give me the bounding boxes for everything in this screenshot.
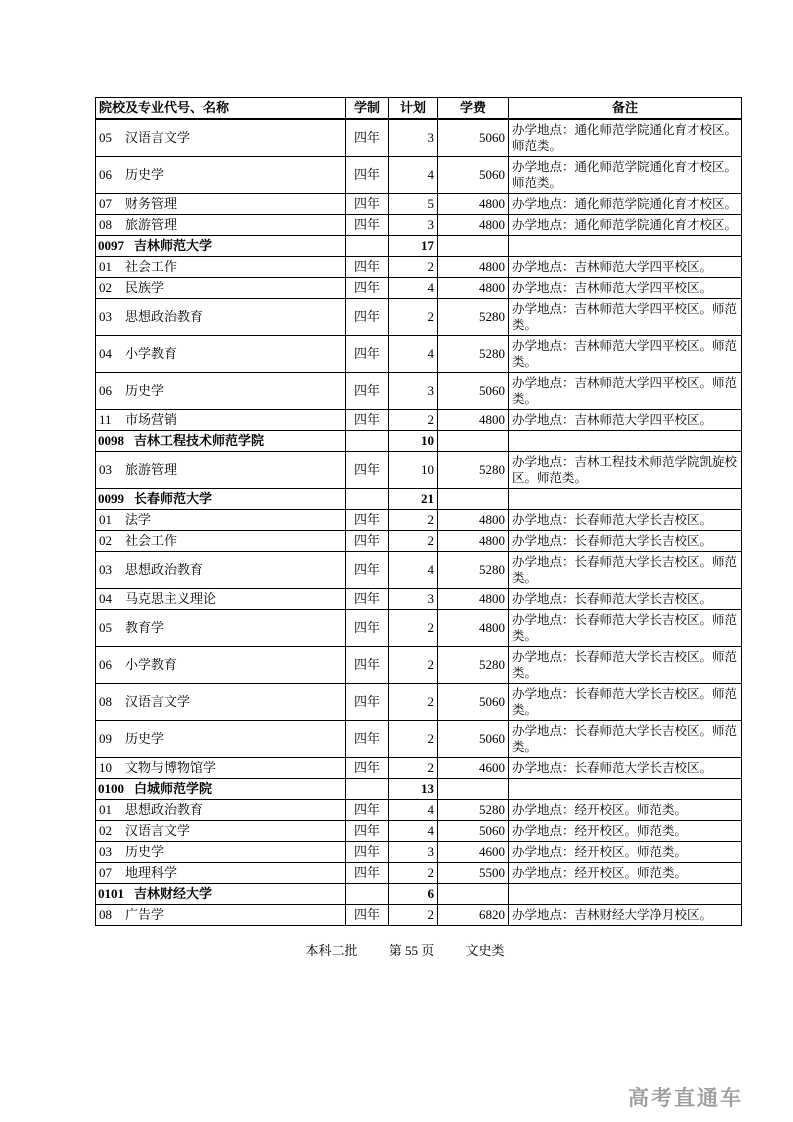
duration-cell: 四年 — [346, 119, 389, 157]
major-row — [96, 684, 742, 721]
code-name-cell — [96, 489, 346, 510]
major-row — [96, 821, 742, 842]
row-code: 0098 — [98, 433, 124, 448]
duration-cell: 四年 — [346, 157, 389, 194]
code-name-cell — [96, 863, 346, 884]
fee-cell: 5060 — [438, 157, 509, 194]
note-cell: 办学地点：经开校区。师范类。 — [509, 821, 742, 842]
row-name: 社会工作 — [125, 533, 178, 548]
major-row — [96, 552, 742, 589]
plan-cell: 3 — [389, 589, 438, 610]
row-code: 01 — [99, 512, 112, 527]
duration-cell: 四年 — [346, 800, 389, 821]
code-name-cell — [96, 431, 346, 452]
fee-cell: 5060 — [438, 119, 509, 157]
duration-cell: 四年 — [346, 821, 389, 842]
plan-cell: 3 — [389, 215, 438, 236]
plan-cell: 4 — [389, 336, 438, 373]
row-code: 06 — [99, 167, 112, 182]
major-row — [96, 863, 742, 884]
duration-cell: 四年 — [346, 510, 389, 531]
plan-cell: 3 — [389, 119, 438, 157]
fee-cell: 4800 — [438, 610, 509, 647]
row-code: 04 — [99, 591, 112, 606]
code-name-cell — [96, 800, 346, 821]
major-row — [96, 299, 742, 336]
fee-cell — [438, 489, 509, 510]
row-code: 07 — [99, 865, 112, 880]
note-cell: 办学地点：通化师范学院通化育才校区。 — [509, 194, 742, 215]
fee-cell — [438, 431, 509, 452]
footer-category: 文史类 — [465, 943, 505, 958]
row-name: 历史学 — [125, 844, 165, 859]
duration-cell: 四年 — [346, 299, 389, 336]
duration-cell: 四年 — [346, 758, 389, 779]
code-name-cell — [96, 821, 346, 842]
plan-cell: 17 — [389, 236, 438, 257]
row-code: 07 — [99, 196, 112, 211]
major-row — [96, 610, 742, 647]
row-code: 04 — [99, 346, 112, 361]
code-name-cell — [96, 336, 346, 373]
row-name: 汉语言文学 — [125, 130, 191, 145]
fee-cell: 5280 — [438, 800, 509, 821]
duration-cell: 四年 — [346, 257, 389, 278]
fee-cell: 6820 — [438, 905, 509, 926]
row-code: 06 — [99, 657, 112, 672]
duration-cell: 四年 — [346, 336, 389, 373]
row-name: 法学 — [125, 512, 152, 527]
code-name-cell — [96, 257, 346, 278]
major-row — [96, 758, 742, 779]
plan-cell: 6 — [389, 884, 438, 905]
header-duration: 学制 — [346, 98, 389, 120]
school-row — [96, 884, 742, 905]
note-cell — [509, 236, 742, 257]
row-name: 思想政治教育 — [125, 309, 204, 324]
note-cell: 办学地点：吉林师范大学四平校区。师范类。 — [509, 373, 742, 410]
header-plan: 计划 — [389, 98, 438, 120]
plan-cell: 2 — [389, 863, 438, 884]
fee-cell: 4800 — [438, 278, 509, 299]
code-name-cell — [96, 647, 346, 684]
note-cell: 办学地点：长春师范大学长吉校区。师范类。 — [509, 552, 742, 589]
fee-cell: 4800 — [438, 510, 509, 531]
note-cell — [509, 489, 742, 510]
code-name-cell — [96, 119, 346, 157]
footer-page-number: 第 55 页 — [388, 943, 435, 958]
major-row — [96, 215, 742, 236]
fee-cell — [438, 779, 509, 800]
duration-cell: 四年 — [346, 647, 389, 684]
major-row — [96, 531, 742, 552]
duration-cell — [346, 884, 389, 905]
duration-cell: 四年 — [346, 863, 389, 884]
row-code: 03 — [99, 462, 112, 477]
row-name: 马克思主义理论 — [125, 591, 217, 606]
watermark-logo: 高考直通车 — [628, 1087, 743, 1110]
row-name: 思想政治教育 — [125, 562, 204, 577]
note-cell — [509, 779, 742, 800]
fee-cell: 4600 — [438, 758, 509, 779]
major-row — [96, 257, 742, 278]
row-name: 广告学 — [125, 907, 165, 922]
code-name-cell — [96, 721, 346, 758]
major-row — [96, 510, 742, 531]
row-code: 08 — [99, 217, 112, 232]
duration-cell: 四年 — [346, 684, 389, 721]
note-cell: 办学地点：长春师范大学长吉校区。 — [509, 531, 742, 552]
fee-cell — [438, 236, 509, 257]
code-name-cell — [96, 236, 346, 257]
plan-cell: 2 — [389, 758, 438, 779]
duration-cell: 四年 — [346, 410, 389, 431]
plan-cell: 2 — [389, 531, 438, 552]
code-name-cell — [96, 842, 346, 863]
plan-cell: 2 — [389, 721, 438, 758]
fee-cell: 5060 — [438, 373, 509, 410]
note-cell: 办学地点：长春师范大学长吉校区。 — [509, 758, 742, 779]
row-code: 08 — [99, 694, 112, 709]
note-cell: 办学地点：长春师范大学长吉校区。师范类。 — [509, 610, 742, 647]
row-code: 02 — [99, 280, 112, 295]
major-row — [96, 278, 742, 299]
plan-cell: 2 — [389, 905, 438, 926]
plan-cell: 2 — [389, 647, 438, 684]
school-row — [96, 779, 742, 800]
school-row — [96, 489, 742, 510]
fee-cell: 4800 — [438, 531, 509, 552]
plan-cell: 13 — [389, 779, 438, 800]
fee-cell: 4800 — [438, 194, 509, 215]
row-name: 旅游管理 — [125, 217, 178, 232]
row-code: 11 — [99, 412, 112, 427]
row-name: 民族学 — [125, 280, 165, 295]
row-name: 汉语言文学 — [125, 694, 191, 709]
note-cell: 办学地点：吉林财经大学净月校区。 — [509, 905, 742, 926]
fee-cell: 5280 — [438, 336, 509, 373]
major-row — [96, 452, 742, 489]
row-code: 06 — [99, 383, 112, 398]
code-name-cell — [96, 278, 346, 299]
row-code: 0101 — [98, 886, 124, 901]
note-cell: 办学地点：吉林师范大学四平校区。 — [509, 257, 742, 278]
duration-cell: 四年 — [346, 610, 389, 647]
code-name-cell — [96, 215, 346, 236]
row-code: 03 — [99, 562, 112, 577]
major-row — [96, 721, 742, 758]
row-name: 地理科学 — [125, 865, 178, 880]
row-name: 市场营销 — [125, 412, 178, 427]
row-code: 0097 — [98, 238, 124, 253]
note-cell: 办学地点：长春师范大学长吉校区。师范类。 — [509, 684, 742, 721]
row-name: 小学教育 — [125, 657, 178, 672]
duration-cell: 四年 — [346, 194, 389, 215]
row-name: 小学教育 — [125, 346, 178, 361]
duration-cell: 四年 — [346, 278, 389, 299]
plan-cell: 4 — [389, 800, 438, 821]
code-name-cell — [96, 157, 346, 194]
row-code: 02 — [99, 823, 112, 838]
code-name-cell — [96, 589, 346, 610]
note-cell: 办学地点：通化师范学院通化育才校区。师范类。 — [509, 119, 742, 157]
header-fee: 学费 — [438, 98, 509, 120]
code-name-cell — [96, 779, 346, 800]
plan-cell: 2 — [389, 684, 438, 721]
major-row — [96, 410, 742, 431]
code-name-cell — [96, 373, 346, 410]
fee-cell: 5060 — [438, 821, 509, 842]
duration-cell: 四年 — [346, 452, 389, 489]
fee-cell: 5060 — [438, 684, 509, 721]
major-row — [96, 905, 742, 926]
row-code: 03 — [99, 309, 112, 324]
note-cell: 办学地点：经开校区。师范类。 — [509, 800, 742, 821]
major-row — [96, 800, 742, 821]
note-cell: 办学地点：长春师范大学长吉校区。师范类。 — [509, 647, 742, 684]
row-code: 01 — [99, 259, 112, 274]
major-row — [96, 119, 742, 157]
plan-cell: 4 — [389, 157, 438, 194]
duration-cell: 四年 — [346, 531, 389, 552]
row-name: 旅游管理 — [125, 462, 178, 477]
row-code: 0099 — [98, 491, 124, 506]
plan-cell: 3 — [389, 842, 438, 863]
row-name: 汉语言文学 — [125, 823, 191, 838]
note-cell: 办学地点：长春师范大学长吉校区。 — [509, 589, 742, 610]
duration-cell — [346, 236, 389, 257]
row-code: 02 — [99, 533, 112, 548]
note-cell: 办学地点：吉林师范大学四平校区。师范类。 — [509, 336, 742, 373]
table-body — [96, 119, 742, 926]
fee-cell: 5500 — [438, 863, 509, 884]
row-name: 吉林工程技术师范学院 — [134, 433, 265, 448]
row-name: 财务管理 — [125, 196, 178, 211]
row-code: 09 — [99, 731, 112, 746]
duration-cell — [346, 431, 389, 452]
note-cell: 办学地点：长春师范大学长吉校区。师范类。 — [509, 721, 742, 758]
fee-cell: 5280 — [438, 299, 509, 336]
major-row — [96, 373, 742, 410]
fee-cell: 4800 — [438, 215, 509, 236]
duration-cell: 四年 — [346, 721, 389, 758]
note-cell: 办学地点：经开校区。师范类。 — [509, 863, 742, 884]
row-name: 文物与博物馆学 — [125, 760, 217, 775]
plan-cell: 21 — [389, 489, 438, 510]
duration-cell — [346, 489, 389, 510]
row-code: 01 — [99, 802, 112, 817]
school-row — [96, 431, 742, 452]
row-name: 历史学 — [125, 731, 165, 746]
page-footer — [95, 940, 715, 959]
code-name-cell — [96, 905, 346, 926]
fee-cell — [438, 884, 509, 905]
plan-cell: 2 — [389, 410, 438, 431]
row-name: 历史学 — [125, 167, 165, 182]
code-name-cell — [96, 452, 346, 489]
admission-plan-table — [95, 97, 742, 926]
note-cell: 办学地点：通化师范学院通化育才校区。师范类。 — [509, 157, 742, 194]
plan-cell: 2 — [389, 299, 438, 336]
note-cell: 办学地点：吉林师范大学四平校区。 — [509, 278, 742, 299]
plan-cell: 4 — [389, 821, 438, 842]
fee-cell: 5280 — [438, 647, 509, 684]
plan-cell: 4 — [389, 278, 438, 299]
plan-cell: 4 — [389, 552, 438, 589]
row-code: 10 — [99, 760, 112, 775]
school-row — [96, 236, 742, 257]
document-page — [95, 97, 741, 959]
code-name-cell — [96, 531, 346, 552]
major-row — [96, 336, 742, 373]
row-code: 05 — [99, 620, 112, 635]
row-name: 长春师范大学 — [134, 491, 213, 506]
code-name-cell — [96, 684, 346, 721]
duration-cell: 四年 — [346, 373, 389, 410]
row-name: 教育学 — [125, 620, 165, 635]
code-name-cell — [96, 610, 346, 647]
note-cell: 办学地点：吉林工程技术师范学院凯旋校区。师范类。 — [509, 452, 742, 489]
code-name-cell — [96, 884, 346, 905]
note-cell: 办学地点：吉林师范大学四平校区。 — [509, 410, 742, 431]
duration-cell: 四年 — [346, 842, 389, 863]
row-name: 吉林财经大学 — [134, 886, 213, 901]
plan-cell: 5 — [389, 194, 438, 215]
plan-cell: 3 — [389, 373, 438, 410]
duration-cell: 四年 — [346, 905, 389, 926]
row-name: 吉林师范大学 — [134, 238, 213, 253]
fee-cell: 5280 — [438, 552, 509, 589]
row-name: 思想政治教育 — [125, 802, 204, 817]
row-code: 03 — [99, 844, 112, 859]
fee-cell: 5060 — [438, 721, 509, 758]
duration-cell — [346, 779, 389, 800]
plan-cell: 2 — [389, 510, 438, 531]
footer-batch: 本科二批 — [305, 943, 358, 958]
row-name: 历史学 — [125, 383, 165, 398]
table-header-row — [96, 98, 742, 120]
major-row — [96, 842, 742, 863]
fee-cell: 4800 — [438, 410, 509, 431]
major-row — [96, 194, 742, 215]
code-name-cell — [96, 552, 346, 589]
row-name: 白城师范学院 — [134, 781, 213, 796]
plan-cell: 10 — [389, 452, 438, 489]
note-cell: 办学地点：经开校区。师范类。 — [509, 842, 742, 863]
duration-cell: 四年 — [346, 215, 389, 236]
fee-cell: 4800 — [438, 589, 509, 610]
note-cell: 办学地点：长春师范大学长吉校区。 — [509, 510, 742, 531]
row-code: 08 — [99, 907, 112, 922]
fee-cell: 4600 — [438, 842, 509, 863]
plan-cell: 2 — [389, 610, 438, 647]
duration-cell: 四年 — [346, 589, 389, 610]
plan-cell: 10 — [389, 431, 438, 452]
code-name-cell — [96, 510, 346, 531]
header-note: 备注 — [509, 98, 742, 120]
fee-cell: 4800 — [438, 257, 509, 278]
code-name-cell — [96, 758, 346, 779]
row-code: 0100 — [98, 781, 124, 796]
code-name-cell — [96, 410, 346, 431]
major-row — [96, 647, 742, 684]
code-name-cell — [96, 194, 346, 215]
major-row — [96, 589, 742, 610]
row-code: 05 — [99, 130, 112, 145]
major-row — [96, 157, 742, 194]
note-cell: 办学地点：吉林师范大学四平校区。师范类。 — [509, 299, 742, 336]
note-cell: 办学地点：通化师范学院通化育才校区。 — [509, 215, 742, 236]
row-name: 社会工作 — [125, 259, 178, 274]
plan-cell: 2 — [389, 257, 438, 278]
duration-cell: 四年 — [346, 552, 389, 589]
note-cell — [509, 884, 742, 905]
code-name-cell — [96, 299, 346, 336]
fee-cell: 5280 — [438, 452, 509, 489]
note-cell — [509, 431, 742, 452]
header-code-name: 院校及专业代号、名称 — [96, 98, 346, 120]
